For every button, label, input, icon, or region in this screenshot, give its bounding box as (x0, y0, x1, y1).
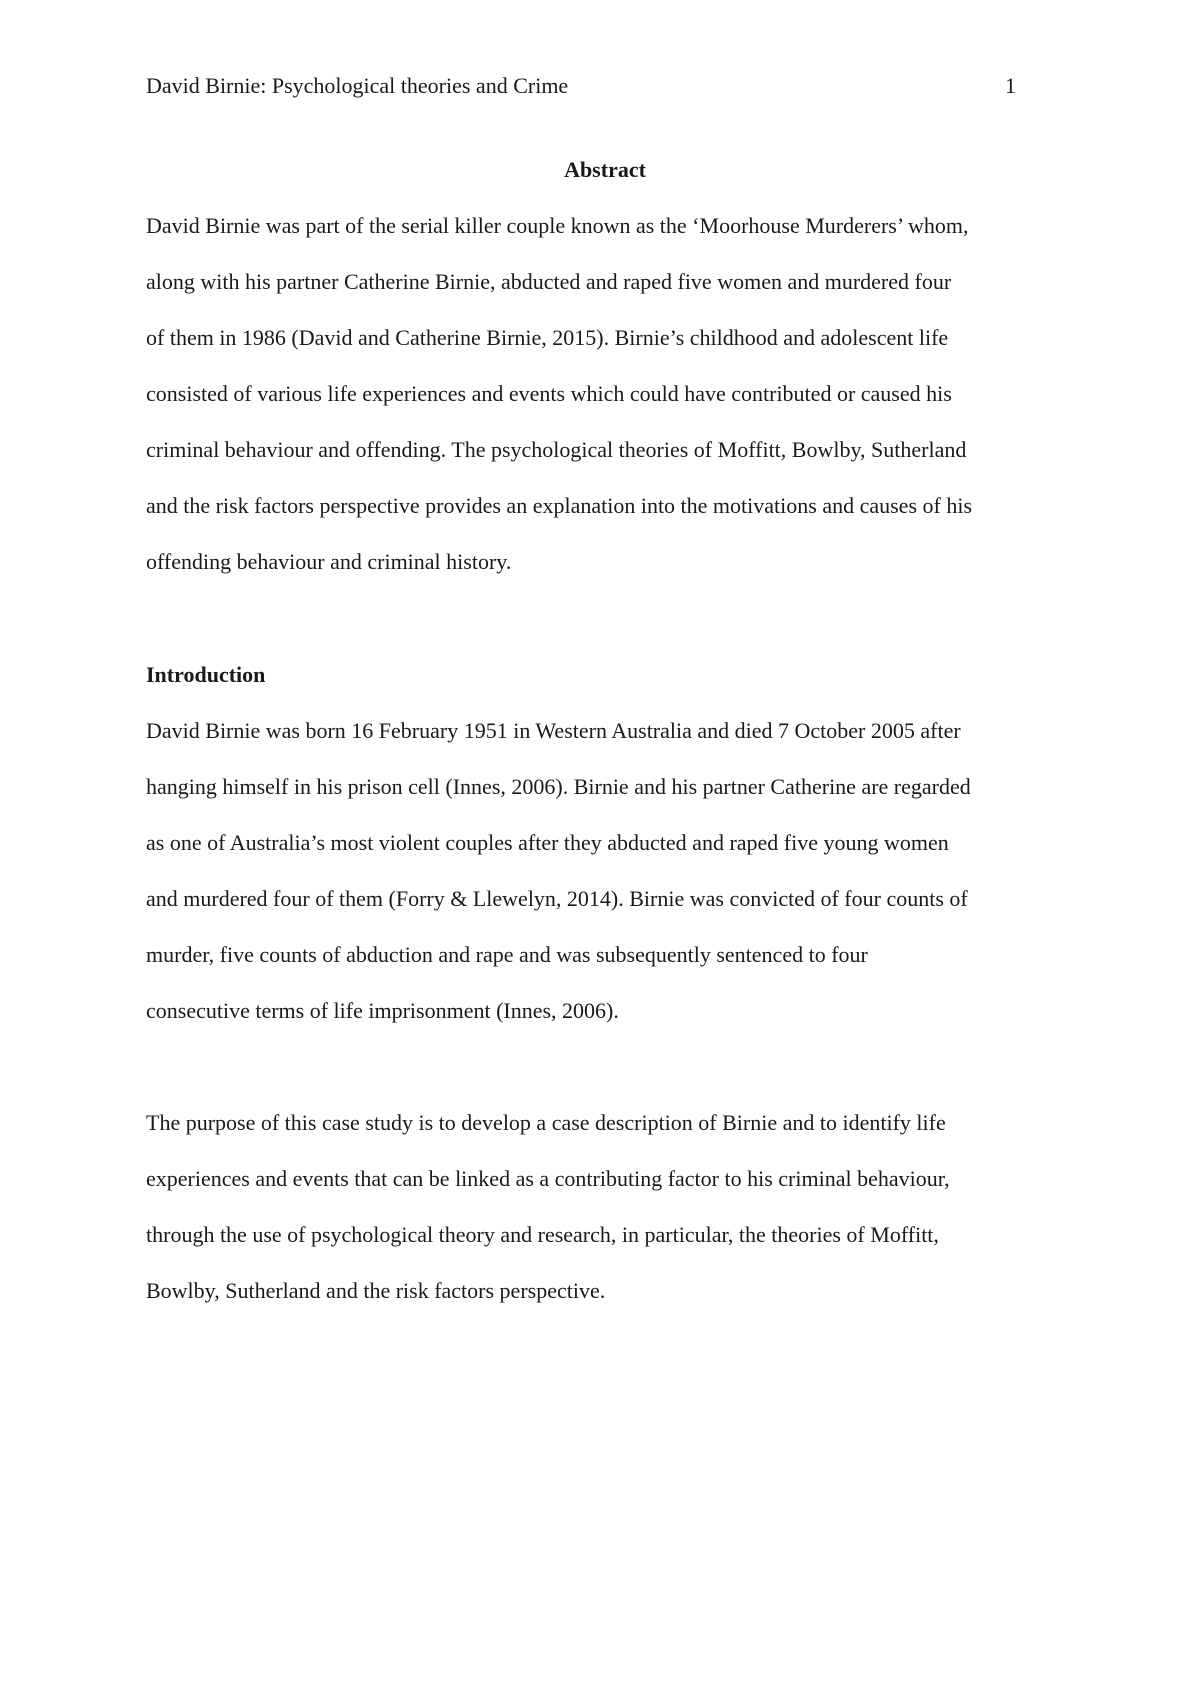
abstract-line: offending behaviour and criminal history. (146, 549, 512, 574)
running-title: David Birnie: Psychological theories and Crime (146, 73, 569, 98)
introduction-paragraph-2 (146, 1107, 1086, 1331)
introduction-heading: Introduction (146, 662, 266, 687)
introduction-line: and murdered four of them (Forry & Llewelyn, 2014). Birnie was convicted of four counts of (146, 886, 968, 911)
abstract-line: of them in 1986 (David and Catherine Birnie, 2015). Birnie’s childhood and adolescent life (146, 325, 949, 350)
introduction-line: Bowlby, Sutherland and the risk factors perspective. (146, 1278, 606, 1303)
abstract-line: consisted of various life experiences and events which could have contributed or caused his (146, 381, 952, 406)
page-number: 1 (1005, 73, 1016, 98)
introduction-line: The purpose of this case study is to develop a case description of Birnie and to identify life (146, 1110, 946, 1135)
introduction-line: as one of Australia’s most violent couples after they abducted and raped five young women (146, 830, 949, 855)
introduction-line: experiences and events that can be linked as a contributing factor to his criminal behaviour, (146, 1166, 950, 1191)
abstract-line: criminal behaviour and offending. The psychological theories of Moffitt, Bowlby, Sutherland (146, 437, 967, 462)
introduction-line: murder, five counts of abduction and rape and was subsequently sentenced to four (146, 942, 868, 967)
abstract-line: David Birnie was part of the serial killer couple known as the ‘Moorhouse Murderers’ whom, (146, 213, 969, 238)
introduction-line: through the use of psychological theory and research, in particular, the theories of Moffitt, (146, 1222, 939, 1247)
abstract-line: along with his partner Catherine Birnie, abducted and raped five women and murdered four (146, 269, 952, 294)
running-head (146, 70, 1016, 102)
introduction-paragraph-1 (146, 715, 1086, 1051)
introduction-line: consecutive terms of life imprisonment (Innes, 2006). (146, 998, 619, 1023)
introduction-line: David Birnie was born 16 February 1951 in Western Australia and died 7 October 2005 after (146, 718, 961, 743)
abstract-line: and the risk factors perspective provides an explanation into the motivations and causes of his (146, 493, 972, 518)
introduction-line: hanging himself in his prison cell (Innes, 2006). Birnie and his partner Catherine are regarded (146, 774, 971, 799)
abstract-heading: Abstract (564, 157, 646, 182)
abstract-paragraph (146, 210, 1086, 602)
